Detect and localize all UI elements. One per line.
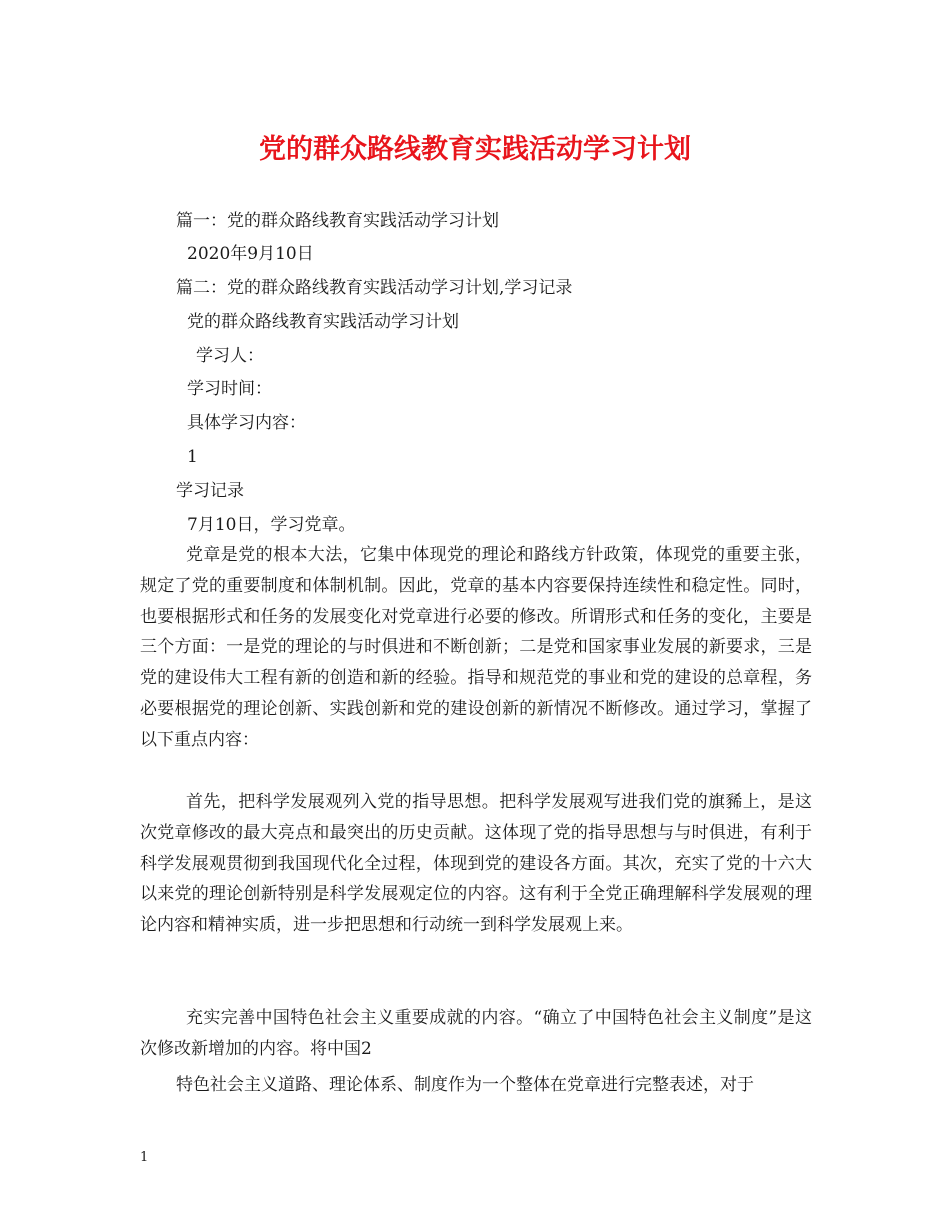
plan-title-line: 党的群众路线教育实践活动学习计划 (187, 312, 459, 332)
record-heading: 学习记录 (176, 481, 244, 501)
body-last-line: 特色社会主义道路、理论体系、制度作为一个整体在党章进行完整表述，对于 (176, 1075, 754, 1095)
body-paragraph-2: 首先，把科学发展观列入党的指导思想。把科学发展观写进我们党的旗豨上，是这次党章修改的最大亮点和最突出的历史贡献。这体现了党的指导思想与与时俱进，有利于科学发展观贯彻到我国现代化全过程，体现到党的建设各方面。其次，充实了党的十六大以来党的理论创新特别是科学发展观定位的内容。这有利于全党正确理解科学发展观的理论内容和精神实质，进一步把思想和行动统一到科学发展观上来。 (140, 792, 812, 936)
date-line: 2020年9月10日 (187, 244, 314, 264)
section-heading-1: 篇一：党的群众路线教育实践活动学习计划 (176, 211, 499, 231)
body-paragraph-3: 充实完善中国特色社会主义重要成就的内容。“确立了中国特色社会主义制度”是这次修改新增加的内容。将中国2 (140, 1008, 812, 1059)
record-date-line: 7月10日，学习党章。 (187, 515, 356, 535)
study-content-label: 具体学习内容： (187, 413, 306, 433)
document-title: 党的群众路线教育实践活动学习计划 (259, 134, 691, 165)
page-number: 1 (140, 1150, 149, 1165)
learner-label: 学习人： (196, 346, 264, 366)
body-paragraph-1: 党章是党的根本大法，它集中体现党的理论和路线方针政策，体现党的重要主张，规定了党的重要制度和体制机制。因此，党章的基本内容要保持连续性和稳定性。同时，也要根据形式和任务的发展变化对党章进行必要的修改。所谓形式和任务的变化，主要是三个方面：一是党的理论的与时俱进和不断创新；二是党和国家事业发展的新要求，三是党的建设伟大工程有新的创造和新的经验。指导和规范党的事业和党的建设的总章程，务必要根据党的理论创新、实践创新和党的建设创新的新情况不断修改。通过学习，掌握了以下重点内容： (140, 545, 812, 750)
section-heading-2: 篇二：党的群众路线教育实践活动学习计划,学习记录 (176, 278, 573, 298)
item-number: 1 (187, 447, 198, 467)
study-time-label: 学习时间： (187, 379, 272, 399)
